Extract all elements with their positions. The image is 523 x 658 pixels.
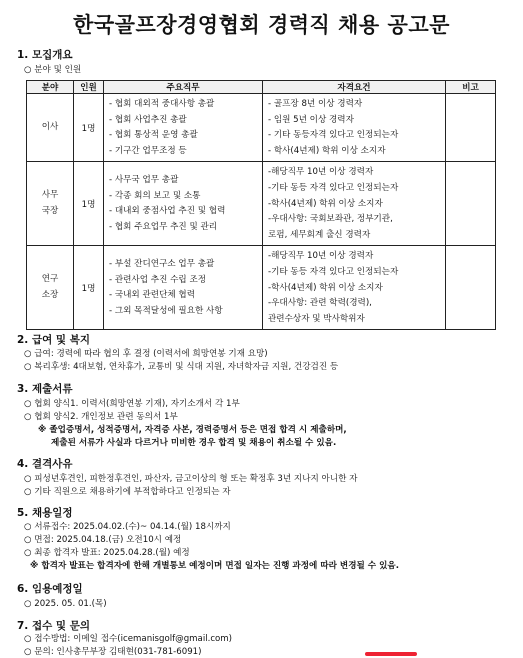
table-row bbox=[27, 246, 496, 330]
field-cell bbox=[27, 246, 74, 330]
schedule-line: ○ 서류접수: 2025.04.02.(수)~ 04.14.(월) 18시까지 bbox=[24, 522, 231, 532]
table-header-row bbox=[27, 81, 496, 94]
salary-line: ○ 급여: 경력에 따라 협의 후 결정 (이력서에 희망연봉 기재 요망) bbox=[24, 349, 268, 359]
column-header: 인원 bbox=[74, 81, 104, 94]
duty-line: - 협회 사업추진 총괄 bbox=[109, 114, 187, 125]
column-header: 주요직무 bbox=[104, 81, 263, 94]
document-line: ○ 협회 양식1. 이력서(희망연봉 기재), 자기소개서 각 1부 bbox=[24, 399, 240, 409]
application-method-line: ○ 접수방법: 이메일 접수(icemanisgolf@gmail.com) bbox=[24, 634, 233, 644]
duty-line: - 사무국 업무 총괄 bbox=[109, 175, 179, 186]
field-cell bbox=[27, 162, 74, 246]
duty-line: - 관련사업 추진 수립 조정 bbox=[109, 274, 207, 285]
qual-line: -학사(4년제) 학위 이상 소지자 bbox=[268, 282, 383, 293]
duty-line: - 그외 목적달성에 필요한 사항 bbox=[109, 305, 223, 316]
field-text: 사무 bbox=[41, 190, 59, 201]
red-underline-mark bbox=[365, 652, 417, 656]
column-header: 비고 bbox=[446, 81, 496, 94]
qual-line: -학사(4년제) 학위 이상 소지자 bbox=[268, 198, 383, 209]
section-heading-recruitment: 1. 모집개요 bbox=[17, 49, 73, 61]
qual-line: -우대사항: 국회보좌관, 정부기관, bbox=[268, 214, 393, 225]
section-heading-start-date: 6. 임용예정일 bbox=[17, 583, 83, 595]
schedule-line: ○ 최종 합격자 발표: 2025.04.28.(월) 예정 bbox=[24, 548, 190, 558]
count-cell: 1명 bbox=[74, 162, 104, 246]
qual-line: -해당직무 10년 이상 경력자 bbox=[268, 251, 374, 262]
qual-line: -기타 동등 자격 있다고 인정되는자 bbox=[268, 182, 399, 193]
section-heading-disqualification: 4. 결격사유 bbox=[17, 458, 73, 470]
quals-cell bbox=[263, 162, 446, 246]
qual-line: -기타 동등 자격 있다고 인정되는자 bbox=[268, 266, 399, 277]
field-text: 소장 bbox=[41, 289, 59, 300]
qual-line: - 학사(4년제) 학위 이상 소지자 bbox=[268, 145, 386, 156]
schedule-notice: ※ 합격자 발표는 합격자에 한해 개별통보 예정이며 면접 일자는 진행 과정에 따라 변경될 수 있음. bbox=[30, 561, 399, 571]
page-title: 한국골프장경영협회 경력직 채용 공고문 bbox=[73, 13, 450, 37]
section-heading-documents: 3. 제출서류 bbox=[17, 383, 73, 395]
qual-line: 로펌, 세무회계 출신 경력자 bbox=[268, 229, 371, 240]
document-line: ○ 협회 양식2. 개인정보 관련 동의서 1부 bbox=[24, 412, 178, 422]
recruitment-subheading: ○ 분야 및 인원 bbox=[24, 65, 82, 75]
documents-notice: ※ 졸업증명서, 성적증명서, 자격증 사본, 경력증명서 등은 면접 합격 시 제출하며, bbox=[38, 425, 347, 435]
qual-line: - 기타 동등자격 있다고 인정되는자 bbox=[268, 130, 399, 141]
table-row bbox=[27, 94, 496, 162]
qual-line: - 임원 5년 이상 경력자 bbox=[268, 114, 354, 125]
section-heading-contact: 7. 접수 및 문의 bbox=[17, 620, 90, 632]
quals-cell bbox=[263, 94, 446, 162]
disqualification-line: ○ 피성년후견인, 피한정후견인, 파산자, 금고이상의 형 또는 확정후 3년 지나지 아니한 자 bbox=[24, 474, 358, 484]
section-heading-schedule: 5. 채용일정 bbox=[17, 507, 73, 519]
note-cell bbox=[446, 246, 496, 330]
quals-cell bbox=[263, 246, 446, 330]
section-heading-salary: 2. 급여 및 복지 bbox=[17, 334, 90, 346]
qual-line: - 골프장 8년 이상 경력자 bbox=[268, 99, 363, 109]
duty-line: - 기구간 업무조정 등 bbox=[109, 145, 187, 156]
count-cell: 1명 bbox=[74, 246, 104, 330]
qual-line: -우대사항: 관련 학력(경력), bbox=[268, 298, 372, 309]
field-cell bbox=[27, 94, 74, 162]
note-cell bbox=[446, 162, 496, 246]
qual-line: -해당직무 10년 이상 경력자 bbox=[268, 167, 374, 178]
duty-line: - 대내외 중점사업 추진 및 협력 bbox=[109, 206, 226, 217]
duty-line: - 부설 잔디연구소 업무 총괄 bbox=[109, 259, 215, 270]
column-header: 분야 bbox=[27, 81, 74, 94]
inquiry-line: ○ 문의: 인사총무부장 김태현(031-781-6091) bbox=[24, 647, 202, 657]
qual-line: 관련수상자 및 박사학위자 bbox=[268, 313, 365, 324]
duty-line: - 각종 회의 보고 및 소통 bbox=[109, 190, 201, 201]
benefits-line: ○ 복리후생: 4대보험, 연차휴가, 교통비 및 식대 지원, 자녀학자금 지원, 건강검진 등 bbox=[24, 362, 339, 372]
schedule-line: ○ 면접: 2025.04.18.(금) 오전10시 예정 bbox=[24, 535, 182, 545]
documents-notice: 제출된 서류가 사실과 다르거나 미비한 경우 합격 및 채용이 취소될 수 있음. bbox=[51, 438, 337, 448]
duties-cell bbox=[104, 246, 263, 330]
duty-line: - 협회 주요업무 추진 및 관리 bbox=[109, 221, 218, 232]
disqualification-line: ○ 기타 직원으로 채용하기에 부적합하다고 인정되는 자 bbox=[24, 487, 231, 497]
column-header: 자격요건 bbox=[263, 81, 446, 94]
field-text: 이사 bbox=[41, 121, 59, 132]
duties-cell bbox=[104, 162, 263, 246]
duties-cell bbox=[104, 94, 263, 162]
table-row bbox=[27, 162, 496, 246]
start-date-line: ○ 2025. 05. 01.(목) bbox=[24, 599, 107, 609]
note-cell bbox=[446, 94, 496, 162]
field-text: 국장 bbox=[41, 205, 59, 216]
field-text: 연구 bbox=[41, 274, 59, 285]
duty-line: - 협회 대외적 중대사항 총괄 bbox=[109, 99, 215, 109]
duty-line: - 국내외 관련단체 협력 bbox=[109, 290, 196, 301]
duty-line: - 협회 통상적 운영 총괄 bbox=[109, 130, 198, 141]
recruitment-table bbox=[26, 80, 496, 330]
count-cell: 1명 bbox=[74, 94, 104, 162]
